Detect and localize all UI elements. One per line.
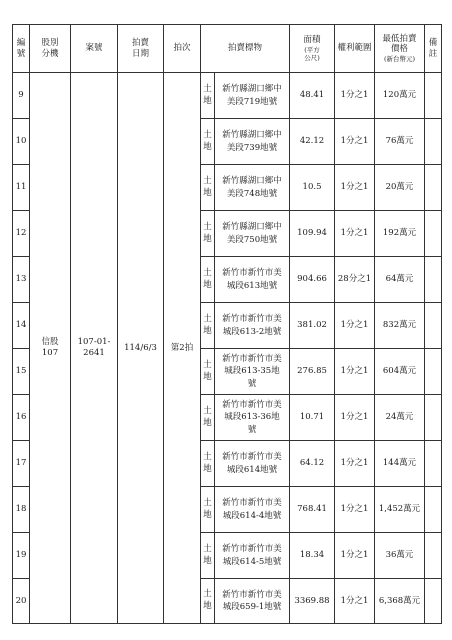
land-type-char: 土 — [203, 267, 212, 278]
minimum-price: 120萬元 — [375, 73, 425, 119]
header-price-line1: 最低拍賣 — [382, 33, 417, 44]
note-cell — [425, 487, 442, 533]
row-number: 13 — [13, 257, 30, 303]
land-type-char: 地 — [203, 601, 212, 611]
property-description-line: 城段614地號 — [226, 464, 278, 475]
note-cell — [425, 119, 442, 165]
land-type-char: 土 — [203, 589, 212, 600]
land-type-cell — [201, 395, 215, 441]
land-type-char: 地 — [203, 141, 212, 152]
header-court-line2: 分機 — [41, 48, 59, 59]
land-type-cell — [201, 441, 215, 487]
row-number: 9 — [13, 73, 30, 119]
court-line: 107 — [41, 348, 59, 358]
property-description-line: 城段659-1地號 — [222, 602, 282, 612]
property-description — [215, 211, 290, 257]
land-type-char: 土 — [203, 359, 212, 370]
row-number: 19 — [13, 533, 30, 579]
land-type-char: 土 — [203, 497, 212, 508]
property-description-line: 新竹市新竹市美 — [222, 544, 282, 555]
land-type-char: 土 — [203, 129, 212, 140]
area-value: 48.41 — [290, 73, 335, 119]
area-value: 18.34 — [290, 533, 335, 579]
ownership-share: 1分之1 — [335, 165, 375, 211]
land-type-cell — [201, 211, 215, 257]
row-number: 17 — [13, 441, 30, 487]
header-note-line1: 備 — [428, 37, 438, 48]
area-value: 42.12 — [290, 119, 335, 165]
property-description — [215, 533, 290, 579]
header-note — [425, 25, 442, 73]
row-number: 10 — [13, 119, 30, 165]
minimum-price: 20萬元 — [375, 165, 425, 211]
note-cell — [425, 211, 442, 257]
header-price — [375, 25, 425, 73]
minimum-price: 76萬元 — [375, 119, 425, 165]
property-description-line: 新竹縣湖口鄉中 — [222, 222, 282, 233]
property-description — [215, 303, 290, 349]
ownership-share: 1分之1 — [335, 119, 375, 165]
property-description-line: 新竹縣湖口鄉中 — [222, 130, 282, 141]
property-description-line: 新竹縣湖口鄉中 — [222, 84, 282, 95]
land-type-cell — [201, 533, 215, 579]
land-type-char: 土 — [203, 221, 212, 232]
row-number: 15 — [13, 349, 30, 395]
property-description-line: 新竹市新竹市美 — [222, 400, 282, 411]
minimum-price: 24萬元 — [375, 395, 425, 441]
note-cell — [425, 349, 442, 395]
property-description-line: 城段613-36地 — [224, 412, 280, 423]
property-description — [215, 441, 290, 487]
ownership-share: 1分之1 — [335, 73, 375, 119]
land-type-char: 土 — [203, 543, 212, 554]
ownership-share: 1分之1 — [335, 211, 375, 257]
note-cell — [425, 395, 442, 441]
area-value: 3369.88 — [290, 579, 335, 624]
header-area — [290, 25, 335, 73]
header-case: 案號 — [71, 25, 118, 73]
header-area-unit-line1: (平方 — [304, 45, 320, 54]
property-description-line: 美段748地號 — [226, 188, 278, 199]
header-price-line2: 價格 — [391, 44, 409, 55]
ownership-share: 1分之1 — [335, 395, 375, 441]
property-description-line: 美段750地號 — [226, 234, 278, 245]
land-type-char: 地 — [203, 187, 212, 198]
property-description-line: 城段614-4地號 — [222, 510, 282, 521]
property-description — [215, 119, 290, 165]
minimum-price: 832萬元 — [375, 303, 425, 349]
header-right: 權利範圍 — [335, 25, 375, 73]
row-number: 14 — [13, 303, 30, 349]
note-cell — [425, 73, 442, 119]
minimum-price: 64萬元 — [375, 257, 425, 303]
area-value: 768.41 — [290, 487, 335, 533]
area-value: 10.5 — [290, 165, 335, 211]
property-description-line: 新竹市新竹市美 — [222, 498, 282, 509]
area-value: 381.02 — [290, 303, 335, 349]
minimum-price: 192萬元 — [375, 211, 425, 257]
property-description-line: 城段613地號 — [226, 280, 278, 291]
property-description-line: 新竹市新竹市美 — [222, 452, 282, 463]
header-court — [30, 25, 71, 73]
header-no — [13, 25, 30, 73]
note-cell — [425, 579, 442, 624]
auction-round-cell: 第2拍 — [164, 73, 201, 624]
area-value: 64.12 — [290, 441, 335, 487]
note-cell — [425, 257, 442, 303]
note-cell — [425, 533, 442, 579]
header-no-line2: 號 — [16, 48, 26, 59]
property-description-line: 新竹市新竹市美 — [222, 314, 282, 325]
auction-table — [12, 24, 442, 624]
note-cell — [425, 303, 442, 349]
land-type-cell — [201, 73, 215, 119]
property-description-line: 美段739地號 — [226, 142, 278, 153]
auction-date-cell: 114/6/3 — [118, 73, 164, 624]
ownership-share: 28分之1 — [335, 257, 375, 303]
case-number-cell — [71, 73, 118, 624]
minimum-price: 1,452萬元 — [375, 487, 425, 533]
property-description — [215, 349, 290, 395]
property-description — [215, 579, 290, 624]
property-description — [215, 257, 290, 303]
land-type-cell — [201, 257, 215, 303]
land-type-cell — [201, 303, 215, 349]
land-type-char: 土 — [203, 83, 212, 94]
land-type-cell — [201, 487, 215, 533]
land-type-cell — [201, 119, 215, 165]
land-type-char: 地 — [203, 463, 212, 474]
header-area-unit-line2: 公尺) — [304, 53, 320, 62]
property-description — [215, 165, 290, 211]
property-description-line: 新竹市新竹市美 — [222, 268, 282, 279]
ownership-share: 1分之1 — [335, 533, 375, 579]
minimum-price: 144萬元 — [375, 441, 425, 487]
property-description-line: 城段614-5地號 — [222, 556, 282, 567]
land-type-char: 地 — [203, 509, 212, 520]
header-court-line1: 股別 — [41, 37, 59, 48]
header-round: 拍次 — [164, 25, 201, 73]
land-type-char: 地 — [203, 325, 212, 336]
land-type-char: 土 — [203, 405, 212, 416]
case-number-line: 2641 — [83, 348, 105, 358]
row-number: 11 — [13, 165, 30, 211]
minimum-price: 604萬元 — [375, 349, 425, 395]
property-description-line: 新竹縣湖口鄉中 — [222, 176, 282, 187]
land-type-char: 地 — [203, 95, 212, 106]
court-line: 信股 — [41, 337, 59, 348]
note-cell — [425, 441, 442, 487]
header-item: 拍賣標物 — [201, 25, 290, 73]
row-number: 18 — [13, 487, 30, 533]
property-description-line: 新竹市新竹市美 — [222, 354, 282, 365]
header-note-line2: 註 — [428, 48, 438, 59]
row-number: 12 — [13, 211, 30, 257]
area-value: 276.85 — [290, 349, 335, 395]
land-type-cell — [201, 579, 215, 624]
row-number: 16 — [13, 395, 30, 441]
property-description-line: 新竹市新竹市美 — [222, 589, 282, 600]
ownership-share: 1分之1 — [335, 303, 375, 349]
property-description — [215, 395, 290, 441]
header-date-line1: 拍賣 — [131, 37, 149, 48]
land-type-char: 土 — [203, 175, 212, 186]
row-number: 20 — [13, 579, 30, 624]
property-description-line: 號 — [247, 424, 257, 435]
land-type-char: 地 — [203, 555, 212, 566]
area-value: 10.71 — [290, 395, 335, 441]
ownership-share: 1分之1 — [335, 579, 375, 624]
table-row — [13, 73, 442, 119]
property-description-line: 號 — [247, 378, 257, 389]
land-type-char: 土 — [203, 313, 212, 324]
property-description — [215, 73, 290, 119]
land-type-cell — [201, 165, 215, 211]
header-date-line2: 日期 — [131, 48, 149, 59]
header-date — [118, 25, 164, 73]
property-description-line: 美段719地號 — [226, 96, 278, 107]
area-value: 109.94 — [290, 211, 335, 257]
ownership-share: 1分之1 — [335, 441, 375, 487]
land-type-char: 土 — [203, 451, 212, 462]
minimum-price: 36萬元 — [375, 533, 425, 579]
property-description-line: 城段613-2地號 — [222, 326, 282, 337]
minimum-price: 6,368萬元 — [375, 579, 425, 624]
land-type-char: 地 — [203, 417, 212, 428]
note-cell — [425, 165, 442, 211]
header-no-line1: 編 — [16, 37, 26, 48]
court-cell — [30, 73, 71, 624]
area-value: 904.66 — [290, 257, 335, 303]
land-type-cell — [201, 349, 215, 395]
ownership-share: 1分之1 — [335, 487, 375, 533]
header-price-unit: (新台幣元) — [383, 55, 416, 64]
header-area-label: 面積 — [303, 35, 321, 46]
land-type-char: 地 — [203, 233, 212, 244]
property-description-line: 城段613-35地 — [224, 366, 280, 377]
ownership-share: 1分之1 — [335, 349, 375, 395]
property-description — [215, 487, 290, 533]
land-type-char: 地 — [203, 279, 212, 290]
header-row — [13, 25, 442, 73]
land-type-char: 地 — [203, 371, 212, 382]
case-number-line: 107-01- — [77, 337, 111, 348]
